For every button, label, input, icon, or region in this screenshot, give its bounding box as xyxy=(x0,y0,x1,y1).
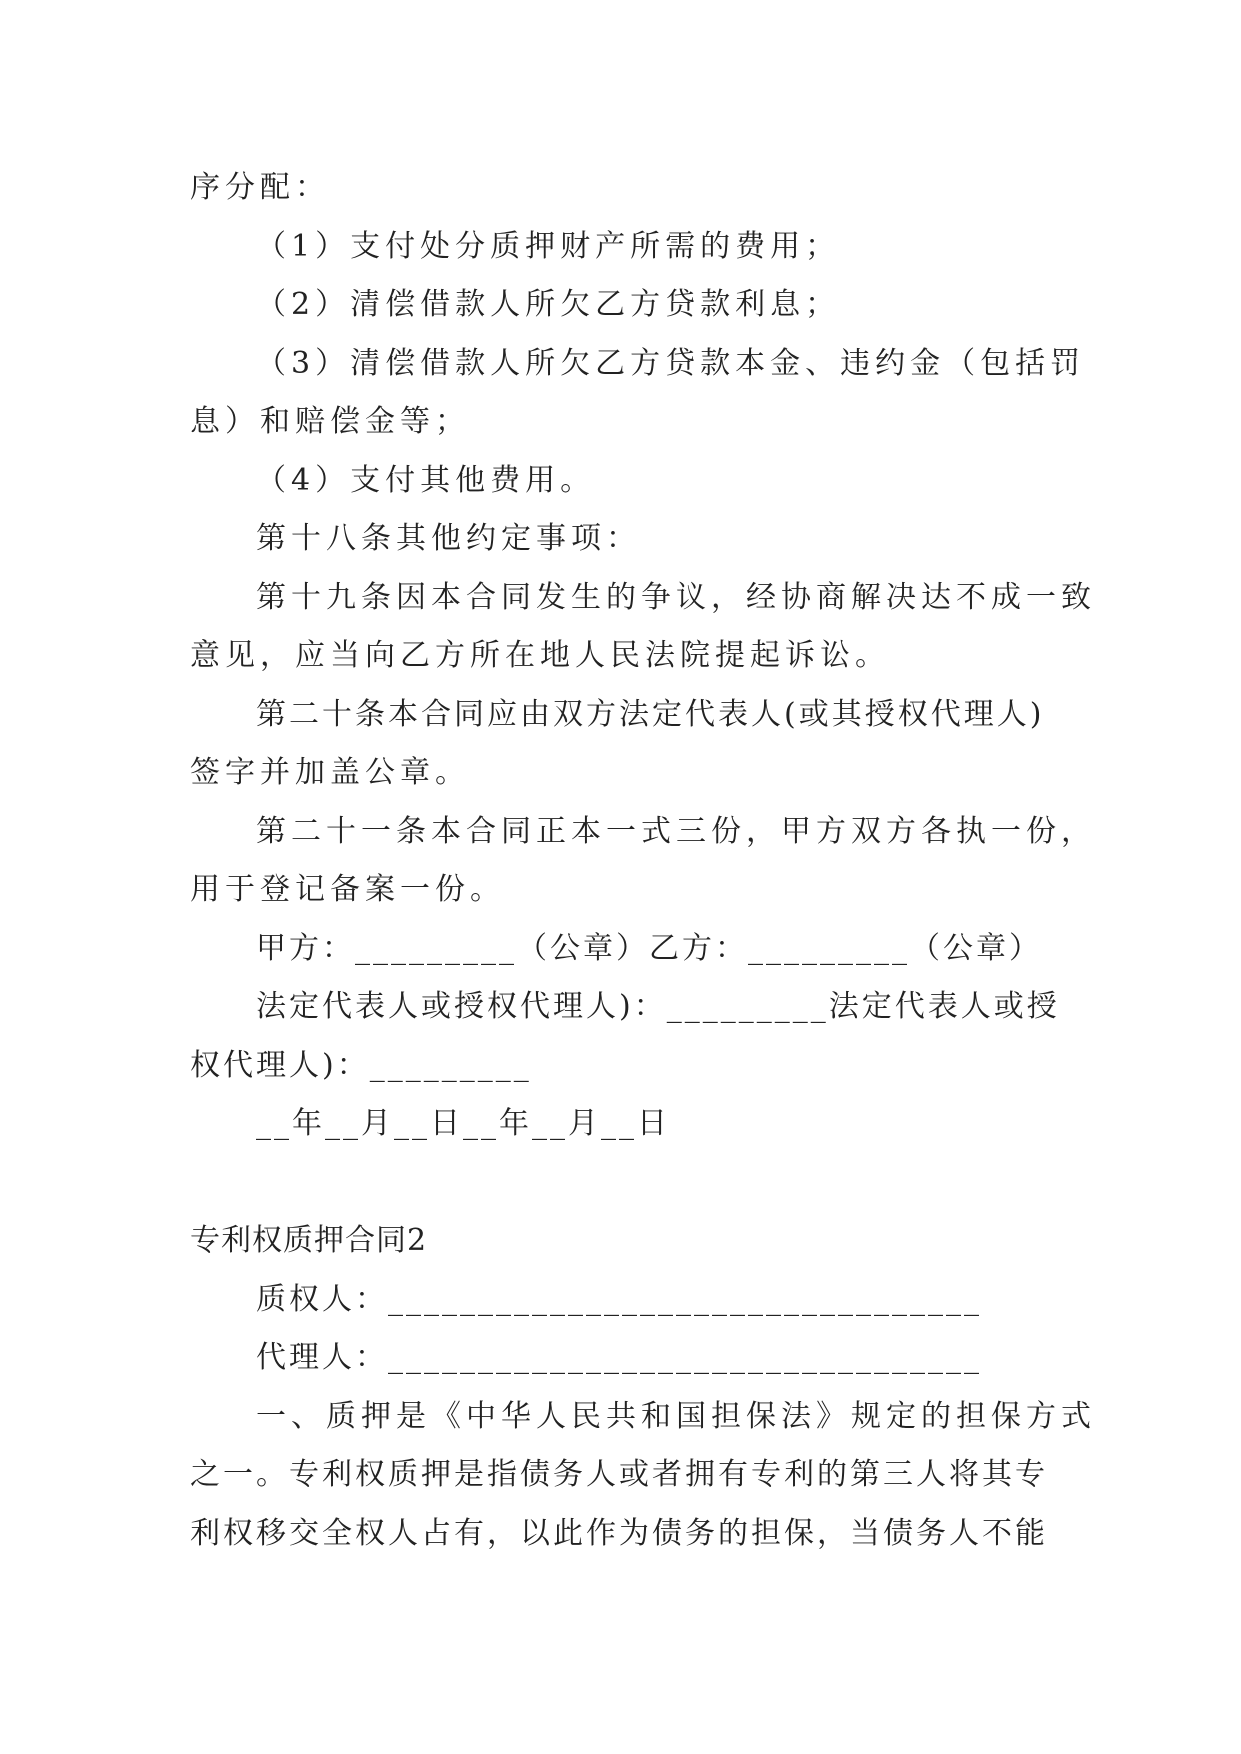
list-item-1: （1）支付处分质押财产所需的费用； xyxy=(256,229,841,264)
list-item-2: （2）清偿借款人所欠乙方贷款利息； xyxy=(256,287,841,322)
article-19-continued: 意见，应当向乙方所在地人民法院提起诉讼。 xyxy=(190,638,890,673)
article-18: 第十八条其他约定事项： xyxy=(256,521,641,556)
article-21: 第二十一条本合同正本一式三份，甲方双方各执一份， xyxy=(256,814,1096,849)
article-19: 第十九条因本合同发生的争议，经协商解决达不成一致 xyxy=(256,580,1096,615)
section-title: 专利权质押合同2 xyxy=(190,1223,428,1258)
signature-parties-line: 甲方：_________（公章）乙方：_________（公章） xyxy=(256,931,1042,966)
clause-1-continued: 之一。专利权质押是指债务人或者拥有专利的第三人将其专 xyxy=(190,1457,1048,1492)
list-item-3-continued: 息）和赔偿金等； xyxy=(190,404,470,439)
article-20-continued: 签字并加盖公章。 xyxy=(190,755,470,790)
article-20: 第二十条本合同应由双方法定代表人(或其授权代理人) xyxy=(256,697,1045,732)
signature-date-line: __年__月__日__年__月__日 xyxy=(256,1106,670,1141)
signature-representatives-line: 法定代表人或授权代理人)：_________法定代表人或授 xyxy=(256,989,1060,1024)
clause-1-continued-2: 利权移交全权人占有，以此作为债务的担保，当债务人不能 xyxy=(190,1516,1048,1551)
pledgee-line: 质权人：_________________________________ xyxy=(256,1282,982,1317)
agent-line: 代理人：_________________________________ xyxy=(256,1340,982,1375)
article-21-continued: 用于登记备案一份。 xyxy=(190,872,505,907)
list-item-4: （4）支付其他费用。 xyxy=(256,463,596,498)
text-line-continuation: 序分配： xyxy=(190,170,330,205)
list-item-3: （3）清偿借款人所欠乙方贷款本金、违约金（包括罚 xyxy=(256,346,1086,381)
clause-1-line: 一、质押是《中华人民共和国担保法》规定的担保方式 xyxy=(256,1399,1096,1434)
signature-representatives-continued: 权代理人)：_________ xyxy=(190,1048,532,1083)
